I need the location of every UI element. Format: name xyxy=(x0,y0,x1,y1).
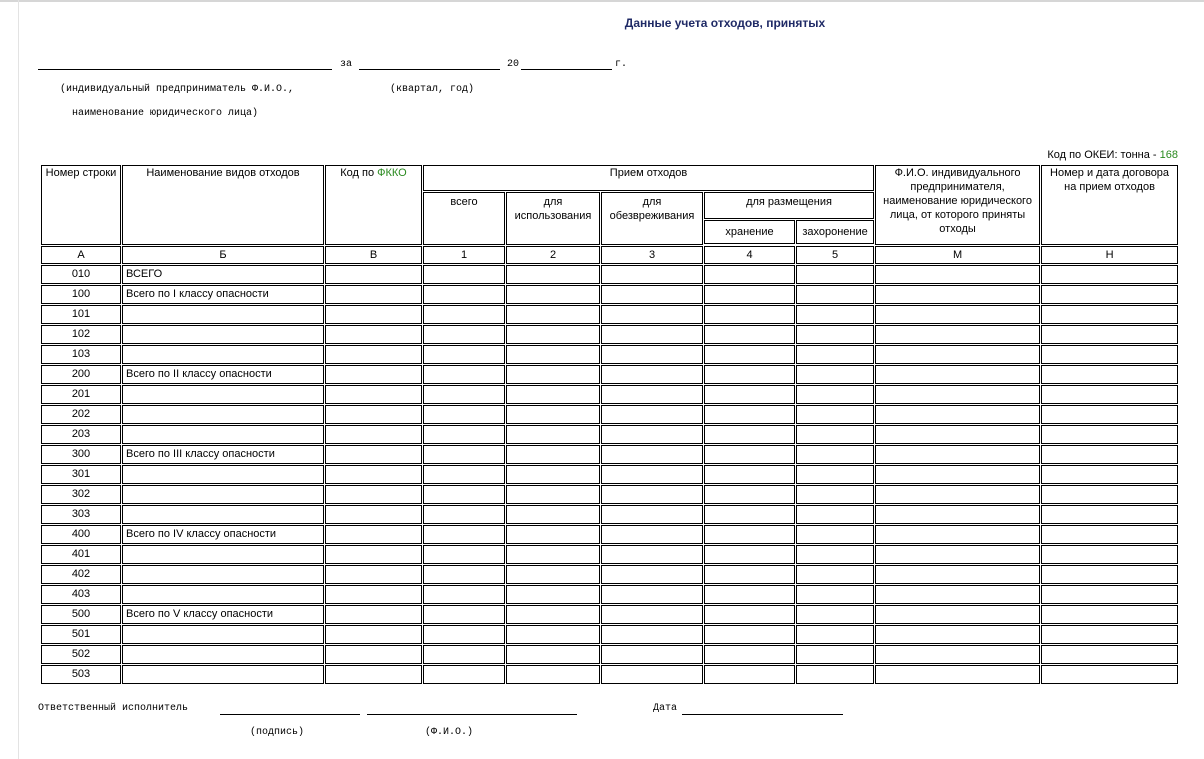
okei-label: Код по ОКЕИ: тонна - xyxy=(1047,149,1160,161)
data-cell[interactable] xyxy=(796,585,874,604)
data-cell[interactable] xyxy=(601,465,703,484)
table-row xyxy=(41,265,1178,284)
col-reception: Прием отходов xyxy=(423,165,874,191)
col-fkko-prefix: Код по xyxy=(340,167,378,179)
table-row xyxy=(41,305,1178,324)
data-cell[interactable] xyxy=(325,585,422,604)
data-cell[interactable] xyxy=(325,405,422,424)
data-cell[interactable] xyxy=(325,425,422,444)
data-cell[interactable] xyxy=(875,465,1040,484)
table-row xyxy=(41,605,1178,624)
date-label: Дата xyxy=(653,703,678,714)
data-cell[interactable] xyxy=(704,605,795,624)
data-cell[interactable] xyxy=(875,425,1040,444)
table-row xyxy=(41,525,1178,544)
row-number: 400 xyxy=(41,525,121,544)
data-cell[interactable] xyxy=(506,345,600,364)
waste-name-cell xyxy=(122,425,324,444)
za-label: за xyxy=(340,59,353,70)
data-cell[interactable] xyxy=(796,345,874,364)
data-cell[interactable] xyxy=(506,625,600,644)
data-cell[interactable] xyxy=(875,565,1040,584)
data-cell[interactable] xyxy=(796,565,874,584)
data-cell[interactable] xyxy=(704,545,795,564)
data-cell[interactable] xyxy=(1041,385,1178,404)
data-cell[interactable] xyxy=(423,445,505,464)
waste-name-cell: ВСЕГО xyxy=(122,265,324,284)
col-fio: Ф.И.О. индивидуального предпринимателя, наименование юридического лица, от которого приняты отходы xyxy=(875,165,1040,245)
row-number: 502 xyxy=(41,645,121,664)
data-cell[interactable] xyxy=(423,325,505,344)
year-prefix: 20 xyxy=(507,59,520,70)
letter-cell: Б xyxy=(122,246,324,264)
data-cell[interactable] xyxy=(1041,525,1178,544)
page-top-edge xyxy=(0,0,1204,2)
data-cell[interactable] xyxy=(601,325,703,344)
row-number: 101 xyxy=(41,305,121,324)
col-row-number: Номер строки xyxy=(41,165,121,245)
waste-name-cell xyxy=(122,325,324,344)
data-cell[interactable] xyxy=(506,365,600,384)
table-row xyxy=(41,545,1178,564)
data-cell[interactable] xyxy=(875,665,1040,684)
data-cell[interactable] xyxy=(704,445,795,464)
fio-caption: (Ф.И.О.) xyxy=(425,727,474,738)
data-cell[interactable] xyxy=(506,545,600,564)
data-cell[interactable] xyxy=(325,445,422,464)
waste-name-cell: Всего по III классу опасности xyxy=(122,445,324,464)
data-cell[interactable] xyxy=(423,525,505,544)
letter-cell: 4 xyxy=(704,246,795,264)
row-number: 200 xyxy=(41,365,121,384)
table-row xyxy=(41,285,1178,304)
data-cell[interactable] xyxy=(704,505,795,524)
letter-cell: 3 xyxy=(601,246,703,264)
data-cell[interactable] xyxy=(601,265,703,284)
data-cell[interactable] xyxy=(1041,285,1178,304)
table-row xyxy=(41,465,1178,484)
data-cell[interactable] xyxy=(325,505,422,524)
data-cell[interactable] xyxy=(506,565,600,584)
data-cell[interactable] xyxy=(601,665,703,684)
letter-cell: 2 xyxy=(506,246,600,264)
data-cell[interactable] xyxy=(423,345,505,364)
data-cell[interactable] xyxy=(875,605,1040,624)
data-cell[interactable] xyxy=(875,625,1040,644)
data-cell[interactable] xyxy=(601,505,703,524)
data-cell[interactable] xyxy=(601,405,703,424)
label-legal-name: наименование юридического лица) xyxy=(72,108,259,119)
data-cell[interactable] xyxy=(601,305,703,324)
table-row xyxy=(41,585,1178,604)
data-cell[interactable] xyxy=(875,265,1040,284)
table-body xyxy=(41,265,1178,684)
table-row xyxy=(41,645,1178,664)
label-quarter: (квартал, год) xyxy=(390,84,475,95)
data-cell[interactable] xyxy=(423,605,505,624)
data-cell[interactable] xyxy=(506,465,600,484)
year-suffix: г. xyxy=(615,59,628,70)
data-cell[interactable] xyxy=(796,645,874,664)
data-cell[interactable] xyxy=(423,265,505,284)
data-cell[interactable] xyxy=(1041,445,1178,464)
data-cell[interactable] xyxy=(796,365,874,384)
data-cell[interactable] xyxy=(1041,465,1178,484)
col-waste-name: Наименование видов отходов xyxy=(122,165,324,245)
data-cell[interactable] xyxy=(875,505,1040,524)
waste-table-wrapper xyxy=(40,164,1178,685)
data-cell[interactable] xyxy=(506,425,600,444)
col-total: всего xyxy=(423,192,505,245)
data-cell[interactable] xyxy=(423,665,505,684)
table-row xyxy=(41,325,1178,344)
data-cell[interactable] xyxy=(704,525,795,544)
col-for-use: для использования xyxy=(506,192,600,245)
data-cell[interactable] xyxy=(601,445,703,464)
letter-cell: 5 xyxy=(796,246,874,264)
data-cell[interactable] xyxy=(325,525,422,544)
data-cell[interactable] xyxy=(325,565,422,584)
waste-name-cell xyxy=(122,405,324,424)
waste-name-cell xyxy=(122,625,324,644)
data-cell[interactable] xyxy=(875,585,1040,604)
data-cell[interactable] xyxy=(601,285,703,304)
data-cell[interactable] xyxy=(1041,625,1178,644)
data-cell[interactable] xyxy=(1041,665,1178,684)
row-number: 402 xyxy=(41,565,121,584)
data-cell[interactable] xyxy=(875,645,1040,664)
data-cell[interactable] xyxy=(423,485,505,504)
fio-line[interactable] xyxy=(367,714,577,715)
data-cell[interactable] xyxy=(601,485,703,504)
waste-name-cell xyxy=(122,385,324,404)
data-cell[interactable] xyxy=(325,285,422,304)
data-cell[interactable] xyxy=(601,345,703,364)
row-number: 403 xyxy=(41,585,121,604)
data-cell[interactable] xyxy=(506,305,600,324)
data-cell[interactable] xyxy=(875,305,1040,324)
data-cell[interactable] xyxy=(875,325,1040,344)
data-cell[interactable] xyxy=(325,305,422,324)
row-number: 010 xyxy=(41,265,121,284)
data-cell[interactable] xyxy=(796,545,874,564)
data-cell[interactable] xyxy=(325,665,422,684)
fkko-link[interactable]: ФККО xyxy=(377,167,407,179)
data-cell[interactable] xyxy=(796,525,874,544)
data-cell[interactable] xyxy=(325,605,422,624)
data-cell[interactable] xyxy=(506,585,600,604)
entrepreneur-name-line[interactable] xyxy=(38,69,332,70)
date-line[interactable] xyxy=(682,714,843,715)
data-cell[interactable] xyxy=(506,605,600,624)
waste-name-cell: Всего по V классу опасности xyxy=(122,605,324,624)
data-cell[interactable] xyxy=(423,285,505,304)
data-cell[interactable] xyxy=(506,265,600,284)
data-cell[interactable] xyxy=(796,385,874,404)
data-cell[interactable] xyxy=(1041,365,1178,384)
data-cell[interactable] xyxy=(704,425,795,444)
waste-name-cell: Всего по IV классу опасности xyxy=(122,525,324,544)
letter-row xyxy=(41,246,1178,264)
data-cell[interactable] xyxy=(1041,345,1178,364)
data-cell[interactable] xyxy=(704,365,795,384)
data-cell[interactable] xyxy=(325,545,422,564)
waste-name-cell xyxy=(122,585,324,604)
waste-name-cell xyxy=(122,565,324,584)
data-cell[interactable] xyxy=(875,445,1040,464)
row-number: 401 xyxy=(41,545,121,564)
row-number: 300 xyxy=(41,445,121,464)
data-cell[interactable] xyxy=(704,345,795,364)
okei-value: 168 xyxy=(1159,149,1178,161)
data-cell[interactable] xyxy=(704,625,795,644)
table-row xyxy=(41,385,1178,404)
row-number: 303 xyxy=(41,505,121,524)
data-cell[interactable] xyxy=(704,265,795,284)
waste-name-cell xyxy=(122,645,324,664)
data-cell[interactable] xyxy=(506,325,600,344)
data-cell[interactable] xyxy=(506,285,600,304)
data-cell[interactable] xyxy=(704,665,795,684)
data-cell[interactable] xyxy=(423,505,505,524)
data-cell[interactable] xyxy=(704,465,795,484)
data-cell[interactable] xyxy=(506,485,600,504)
data-cell[interactable] xyxy=(704,565,795,584)
data-cell[interactable] xyxy=(704,485,795,504)
data-cell[interactable] xyxy=(1041,545,1178,564)
row-number: 201 xyxy=(41,385,121,404)
data-cell[interactable] xyxy=(1041,265,1178,284)
row-number: 500 xyxy=(41,605,121,624)
table-row xyxy=(41,365,1178,384)
waste-name-cell xyxy=(122,465,324,484)
data-cell[interactable] xyxy=(601,625,703,644)
row-number: 301 xyxy=(41,465,121,484)
waste-name-cell: Всего по I классу опасности xyxy=(122,285,324,304)
table-row xyxy=(41,345,1178,364)
quarter-line[interactable] xyxy=(359,69,500,70)
label-entrepreneur: (индивидуальный предприниматель Ф.И.О., xyxy=(60,84,295,95)
data-cell[interactable] xyxy=(506,445,600,464)
data-cell[interactable] xyxy=(875,545,1040,564)
col-storage: хранение xyxy=(704,220,795,244)
page-left-edge xyxy=(18,0,19,759)
table-row xyxy=(41,405,1178,424)
data-cell[interactable] xyxy=(875,385,1040,404)
row-number: 103 xyxy=(41,345,121,364)
data-cell[interactable] xyxy=(423,385,505,404)
data-cell[interactable] xyxy=(796,325,874,344)
data-cell[interactable] xyxy=(1041,605,1178,624)
data-cell[interactable] xyxy=(1041,565,1178,584)
data-cell[interactable] xyxy=(601,565,703,584)
data-cell[interactable] xyxy=(601,365,703,384)
waste-name-cell xyxy=(122,305,324,324)
data-cell[interactable] xyxy=(1041,405,1178,424)
row-number: 202 xyxy=(41,405,121,424)
data-cell[interactable] xyxy=(601,645,703,664)
data-cell[interactable] xyxy=(1041,505,1178,524)
table-row xyxy=(41,485,1178,504)
data-cell[interactable] xyxy=(325,365,422,384)
waste-table xyxy=(40,164,1179,685)
signature-caption: (подпись) xyxy=(250,727,305,738)
data-cell[interactable] xyxy=(325,345,422,364)
data-cell[interactable] xyxy=(704,585,795,604)
row-number: 302 xyxy=(41,485,121,504)
data-cell[interactable] xyxy=(506,645,600,664)
year-line[interactable] xyxy=(521,69,612,70)
data-cell[interactable] xyxy=(796,265,874,284)
data-cell[interactable] xyxy=(325,385,422,404)
waste-name-cell xyxy=(122,345,324,364)
data-cell[interactable] xyxy=(704,325,795,344)
data-cell[interactable] xyxy=(796,445,874,464)
data-cell[interactable] xyxy=(704,405,795,424)
data-cell[interactable] xyxy=(601,605,703,624)
data-cell[interactable] xyxy=(796,465,874,484)
data-cell[interactable] xyxy=(423,365,505,384)
data-cell[interactable] xyxy=(875,345,1040,364)
table-row xyxy=(41,665,1178,684)
data-cell[interactable] xyxy=(796,305,874,324)
data-cell[interactable] xyxy=(1041,645,1178,664)
data-cell[interactable] xyxy=(423,465,505,484)
col-for-placement: для размещения xyxy=(704,192,874,219)
data-cell[interactable] xyxy=(325,325,422,344)
data-cell[interactable] xyxy=(796,505,874,524)
data-cell[interactable] xyxy=(796,605,874,624)
data-cell[interactable] xyxy=(1041,585,1178,604)
data-cell[interactable] xyxy=(423,545,505,564)
waste-name-cell: Всего по II классу опасности xyxy=(122,365,324,384)
data-cell[interactable] xyxy=(796,425,874,444)
col-contract: Номер и дата договора на прием отходов xyxy=(1041,165,1178,245)
data-cell[interactable] xyxy=(601,385,703,404)
letter-cell: 1 xyxy=(423,246,505,264)
row-number: 100 xyxy=(41,285,121,304)
data-cell[interactable] xyxy=(601,545,703,564)
signature-line[interactable] xyxy=(220,714,360,715)
table-row xyxy=(41,425,1178,444)
data-cell[interactable] xyxy=(875,365,1040,384)
data-cell[interactable] xyxy=(796,285,874,304)
data-cell[interactable] xyxy=(506,385,600,404)
data-cell[interactable] xyxy=(796,665,874,684)
data-cell[interactable] xyxy=(1041,425,1178,444)
data-cell[interactable] xyxy=(325,625,422,644)
data-cell[interactable] xyxy=(325,485,422,504)
table-row xyxy=(41,625,1178,644)
data-cell[interactable] xyxy=(506,525,600,544)
data-cell[interactable] xyxy=(601,525,703,544)
row-number: 102 xyxy=(41,325,121,344)
data-cell[interactable] xyxy=(423,645,505,664)
waste-name-cell xyxy=(122,485,324,504)
waste-name-cell xyxy=(122,665,324,684)
data-cell[interactable] xyxy=(704,385,795,404)
data-cell[interactable] xyxy=(704,285,795,304)
data-cell[interactable] xyxy=(1041,485,1178,504)
col-fkko xyxy=(325,165,422,245)
data-cell[interactable] xyxy=(325,645,422,664)
data-cell[interactable] xyxy=(601,425,703,444)
data-cell[interactable] xyxy=(875,485,1040,504)
data-cell[interactable] xyxy=(796,405,874,424)
data-cell[interactable] xyxy=(423,405,505,424)
data-cell[interactable] xyxy=(796,485,874,504)
data-cell[interactable] xyxy=(423,305,505,324)
data-cell[interactable] xyxy=(423,625,505,644)
letter-cell: А xyxy=(41,246,121,264)
col-for-neutralization: для обезвреживания xyxy=(601,192,703,245)
waste-name-cell xyxy=(122,505,324,524)
row-number: 501 xyxy=(41,625,121,644)
table-row xyxy=(41,505,1178,524)
responsible-label: Ответственный исполнитель xyxy=(38,703,189,714)
data-cell[interactable] xyxy=(601,585,703,604)
letter-cell: Н xyxy=(1041,246,1178,264)
table-row xyxy=(41,565,1178,584)
row-number: 503 xyxy=(41,665,121,684)
data-cell[interactable] xyxy=(796,625,874,644)
data-cell[interactable] xyxy=(325,465,422,484)
page-title: Данные учета отходов, принятых xyxy=(624,16,826,30)
row-number: 203 xyxy=(41,425,121,444)
letter-cell: М xyxy=(875,246,1040,264)
col-burial: захоронение xyxy=(796,220,874,244)
data-cell[interactable] xyxy=(1041,305,1178,324)
data-cell[interactable] xyxy=(704,305,795,324)
data-cell[interactable] xyxy=(423,585,505,604)
data-cell[interactable] xyxy=(875,285,1040,304)
data-cell[interactable] xyxy=(423,425,505,444)
letter-cell: В xyxy=(325,246,422,264)
data-cell[interactable] xyxy=(325,265,422,284)
data-cell[interactable] xyxy=(506,665,600,684)
data-cell[interactable] xyxy=(1041,325,1178,344)
okei-code xyxy=(1047,149,1178,161)
data-cell[interactable] xyxy=(506,505,600,524)
data-cell[interactable] xyxy=(875,405,1040,424)
data-cell[interactable] xyxy=(704,645,795,664)
data-cell[interactable] xyxy=(875,525,1040,544)
data-cell[interactable] xyxy=(506,405,600,424)
data-cell[interactable] xyxy=(423,565,505,584)
waste-name-cell xyxy=(122,545,324,564)
table-row xyxy=(41,445,1178,464)
